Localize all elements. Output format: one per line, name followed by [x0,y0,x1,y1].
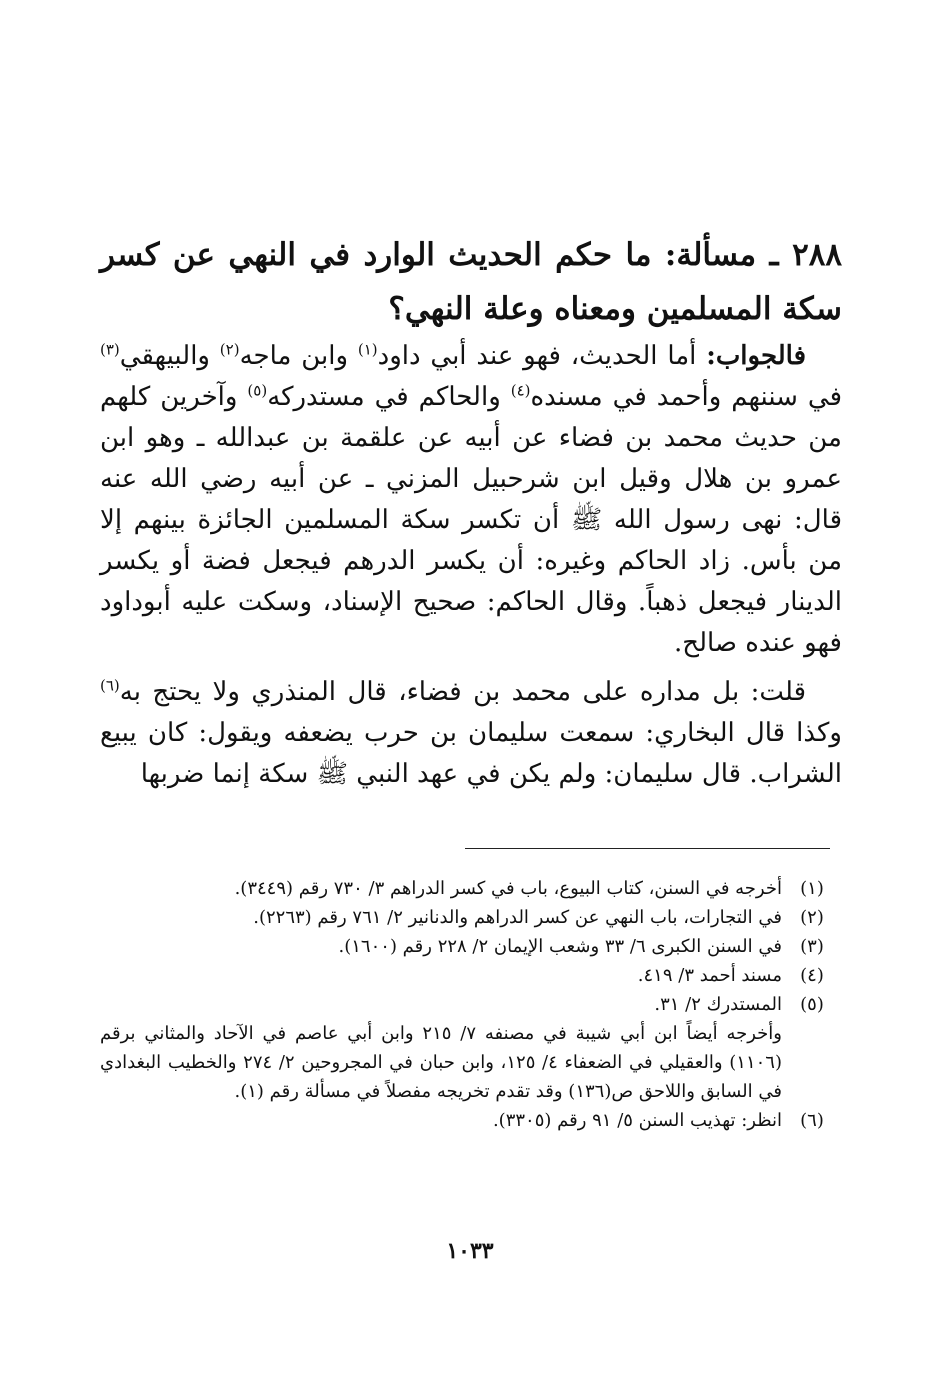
footnote-number: (١) [800,878,824,899]
footnotes [100,874,842,1135]
page-number: ١٠٣٣ [446,1238,494,1264]
answer-text: وآخرين كلهم من حديث محمد بن فضاء عن أبيه عن علقمة بن عبدالله ـ وهو ابن عمرو بن هلال وقيل ابن شرحبيل المزني ـ عن أبيه رضي الله عنه قال: نهى رسول الله ﷺ أن تكسر سكة المسلمين الجائزة بينهم إلا من بأس. زاد الحاكم وغيره: أن يكسر الدرهم فيجعل فضة أو يكسر الدينار فيجعل ذهباً. وقال الحاكم: صحيح الإسناد، وسكت عليه أبوداود فهو عنده صالح. [100,382,842,658]
question-heading [100,228,842,336]
footnote-ref-2: (٢) [219,340,240,359]
answer-text: وابن ماجه [239,341,349,371]
remark-text: وكذا قال البخاري: سمعت سليمان بن حرب يضعفه ويقول: كان يبيع الشراب. قال سليمان: ولم يكن في عهد النبي ﷺ سكة إنما ضربها [100,718,842,789]
footnote-ref-4: (٤) [510,381,531,400]
footnote-5 [100,990,842,1019]
footnote-3 [100,932,842,961]
footnote-ref-3: (٣) [100,340,120,359]
main-text [100,336,842,795]
answer-lead: فالجواب: [706,341,807,371]
footnote-number: (٣) [800,936,824,957]
footnote-text: في السنن الكبرى ٦/ ٣٣ وشعب الإيمان ٢/ ٢٢٨ رقم (١٦٠٠). [338,936,782,957]
question-number: ٢٨٨ [792,237,843,273]
answer-text: والحاكم في مستدركه [267,382,501,412]
footnote-4 [100,961,842,990]
footnote-ref-1: (١) [357,340,378,359]
footnote-2 [100,903,842,932]
remark-paragraph [100,672,842,795]
footnote-number: (٢) [800,907,824,928]
answer-text: أما الحديث، فهو عند أبي داود [377,341,697,371]
answer-text: والبيهقي [119,341,210,371]
footnote-text: انظر: تهذيب السنن ٥/ ٩١ رقم (٣٣٠٥). [492,1110,782,1131]
question-text: مسألة: ما حكم الحديث الوارد في النهي عن كسر سكة المسلمين ومعناه وعلة النهي؟ [100,237,842,327]
question-dash: ـ [769,237,779,273]
footnote-separator [465,848,830,849]
footnote-text: أخرجه في السنن، كتاب البيوع، باب في كسر الدراهم ٣/ ٧٣٠ رقم (٣٤٤٩). [234,878,782,899]
footnote-number: (٦) [800,1110,824,1131]
footnote-6 [100,1106,842,1135]
answer-paragraph [100,336,842,664]
answer-text: في سننهم وأحمد في مسنده [530,382,843,412]
footnote-text: في التجارات، باب النهي عن كسر الدراهم والدنانير ٢/ ٧٦١ رقم (٢٢٦٣). [253,907,782,928]
footnote-5-continuation: وأخرجه أيضاً ابن أبي شيبة في مصنفه ٧/ ٢١٥ وابن أبي عاصم في الآحاد والمثاني برقم (١١٠٦) والعقيلي في الضعفاء ٤/ ١٢٥، وابن حبان في المجروحين ٢/ ٢٧٤ والخطيب البغدادي في السابق واللاحق ص(١٣٦) وقد تقدم تخريجه مفصلاً في مسألة رقم (١). [100,1023,782,1102]
footnote-text: مسند أحمد ٣/ ٤١٩. [637,965,782,986]
footnote-number: (٥) [800,994,824,1015]
footnote-1 [100,874,842,903]
remark-text: قلت: بل مداره على محمد بن فضاء، قال المنذري ولا يحتج به [119,677,806,707]
footnote-text: المستدرك ٢/ ٣١. [654,994,782,1015]
footnote-ref-5: (٥) [247,381,268,400]
footnote-number: (٤) [800,965,824,986]
footnote-ref-6: (٦) [100,676,120,695]
